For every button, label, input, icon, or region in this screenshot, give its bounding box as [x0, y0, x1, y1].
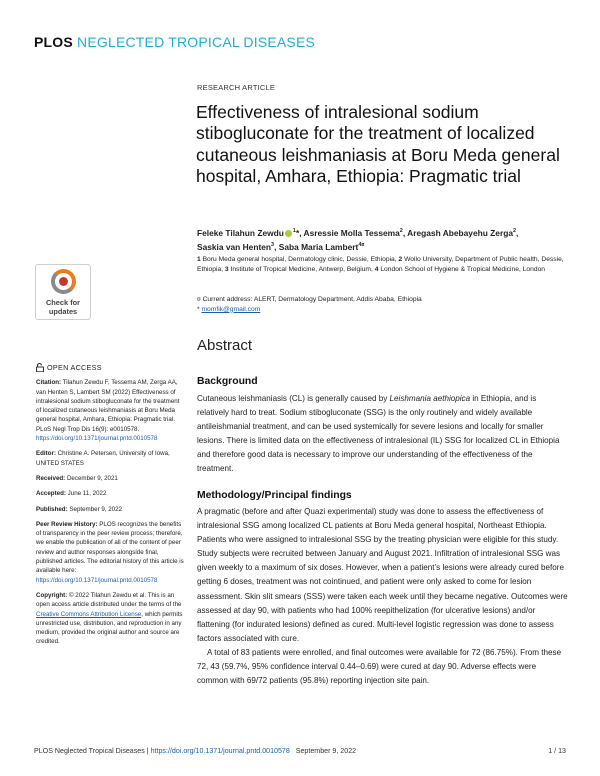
affil-number: 3 [224, 265, 229, 273]
editor-text: Christine A. Petersen, University of Iowa, UNITED STATES [36, 450, 170, 467]
copyright-text: © 2022 Tilahun Zewdu et al. This is an open access article distributed under the terms of the [36, 591, 182, 609]
copyright-label: Copyright: [36, 591, 68, 599]
copyright [36, 591, 186, 647]
check-for-updates-button[interactable] [35, 264, 91, 320]
author-mark: *, [295, 227, 302, 238]
page-number: 1 / 13 [548, 747, 566, 755]
author-affil-sup: 2 [399, 228, 403, 234]
methodology-p1: A pragmatic (before and after Quazi experimental) study was done to assess the effectiveness of intralesional SSG among localized CL patients at Boru Meda general hospital, Northeast Ethiopia. Patients who were assigned to intralesional SSG by the treating physician were eligible for this study. Study subjects were recruited between January and August 2021. Infiltration of intralesional SSG was given weekly to a maximum of six doses. However, when a patient’s lesions were already cured before getting 6 doses, treatment was not cointinued, and patient were only asked to come for lesion assessment. Skin slit smears (SSS) were taken each week until they became negative. Outcomes were assessed at day 90, with patients who had 100% reepithelization (for ulcerative lesions) and/or flattening (for indurated lesions) defined as cured. Multi-level logistic regression was done to assess factors associated with cure. [197, 507, 568, 643]
open-lock-icon [36, 363, 44, 372]
background-text [197, 392, 569, 477]
affil-text: Institute of Tropical Medicine, Antwerp, Belgium, [230, 265, 373, 273]
peer-review-history [36, 520, 186, 585]
article-sidebar [36, 363, 186, 653]
author-name[interactable]: Asressie Molla Tessema [303, 227, 400, 238]
affiliations [197, 255, 582, 274]
check-updates-line2: updates [48, 307, 78, 316]
background-p2: in Ethiopia, and is relatively hard to treat. Sodium stibogluconate (SSG) is the only routinely and widely available antileishmanial treatment, and can be used systemically for severe lesions and locally for smaller lesions. There is limited data on the effectiveness of intralesional (IL) SSG for localized CL in Ethiopia and therefore good data is necessary to improve our understanding of the effectiveness of the treatment. [197, 394, 560, 474]
footer-separator: | [144, 747, 151, 755]
methodology-heading: Methodology/Principal findings [197, 490, 352, 501]
citation-label: Citation: [36, 379, 62, 387]
author-list: Feleke Tilahun Zewdu $^1$*, Asressie Molla Tessema$^2$, Aregash Abebayehu Zerga$^2$, Saskia van Henten$^3$, Saba Maria Lambert$^{4¤}$ [197, 227, 519, 253]
page-footer [34, 747, 356, 755]
footer-date: September 9, 2022 [295, 747, 357, 755]
editor-label: Editor: [36, 450, 56, 458]
peer-review-label: Peer Review History: [36, 520, 98, 528]
citation [36, 378, 186, 443]
crossmark-icon [51, 269, 76, 294]
author-affil-sup: 3 [271, 242, 275, 249]
abstract-heading: Abstract [197, 337, 253, 354]
background-heading: Background [197, 376, 258, 387]
author-name[interactable]: Saskia van Henten [197, 242, 272, 253]
species-name: Leishmania aethiopica [389, 394, 471, 403]
affil-number: 1 [197, 256, 201, 263]
affil-number: 2 [398, 256, 403, 263]
author-affil-sup: 1 [292, 228, 296, 234]
journal-header [34, 34, 315, 50]
orcid-icon[interactable] [285, 230, 292, 237]
email-link[interactable]: momfik@gmail.com [201, 305, 261, 313]
author-name[interactable]: Aregash Abebayehu Zerga [407, 227, 513, 238]
cc-license-link[interactable]: Creative Commons Attribution License [36, 610, 142, 618]
footer-doi-link[interactable]: https://doi.org/10.1371/journal.pntd.0010578 [150, 747, 290, 755]
peer-review-text: PLOS recognizes the benefits of transparency in the peer review process; therefore, we enable the publication of all of the content of peer review and author responses alongside final, published articles. The editorial history of this article is available here: [36, 520, 184, 575]
author-name[interactable]: Feleke Tilahun Zewdu [197, 227, 284, 238]
journal-name: NEGLECTED TROPICAL DISEASES [77, 34, 316, 50]
methodology-p2: A total of 83 patients were enrolled, and final outcomes were available for 72 (86.75%). From these 72, 43 (59.7%, 95% confidence interval 0.44–0.69) were cured at day 90. Adverse effects were common with 69/72 patients (95.8%) reporting injection site pain. [197, 647, 562, 686]
current-address-block [197, 295, 582, 314]
peer-review-link[interactable]: https://doi.org/10.1371/journal.pntd.0010578 [36, 576, 158, 584]
received-date: December 9, 2021 [66, 474, 118, 482]
accepted-date: June 11, 2022 [67, 490, 107, 498]
background-p1: Cutaneous leishmaniasis (CL) is generally caused by [197, 394, 390, 403]
correspondence-mark: * [197, 305, 200, 313]
article-title: Effectiveness of intralesional sodium stibogluconate for the treatment of localized cutaneous leishmaniasis at Boru Meda general hospital, Amhara, Ethiopia: Pragmatic trial [196, 102, 560, 186]
check-updates-label [36, 298, 90, 316]
received [36, 474, 186, 483]
citation-doi-link[interactable]: https://doi.org/10.1371/journal.pntd.0010578 [36, 435, 158, 443]
published [36, 505, 186, 514]
open-access-badge [36, 363, 186, 372]
received-label: Received: [36, 474, 66, 482]
author-name[interactable]: Saba Maria Lambert [278, 242, 359, 253]
article-type: RESEARCH ARTICLE [197, 83, 276, 92]
author-affil-sup: 2 [512, 228, 517, 234]
published-label: Published: [36, 505, 68, 513]
accepted-label: Accepted: [36, 490, 66, 498]
copyright-text-2: , which permits unrestricted use, distribution, and reproduction in any medium, provided the original author and source are credited. [36, 610, 183, 646]
footer-journal: PLOS Neglected Tropical Diseases [34, 747, 145, 755]
current-address: ¤ Current address: ALERT, Dermatology Department, Addis Ababa, Ethiopia [197, 296, 422, 303]
open-access-label: OPEN ACCESS [47, 363, 102, 372]
accepted [36, 489, 186, 498]
affil-text: Wollo University, Department of Public health, Dessie, Ethiopia, [197, 256, 564, 273]
methodology-text [197, 505, 569, 688]
citation-text: Tilahun Zewdu F, Tessema AM, Zerga AA, van Henten S, Lambert SM (2022) Effectiveness of intralesional sodium stibogluconate for the treatment of localized cutaneous leishmaniasis at Boru Meda general hospital, Amhara, Ethiopia: Pragmatic trial. PLoS Negl Trop Dis 16(9): e0010578. [36, 379, 180, 433]
affil-text: Boru Meda general hospital, Dermatology clinic, Dessie, Ethiopia, [202, 256, 397, 263]
editor [36, 449, 186, 468]
check-updates-line1: Check for [45, 298, 81, 307]
plos-brand: PLOS [34, 34, 73, 50]
affil-number: 4 [374, 265, 379, 273]
affil-text: London School of Hygiene & Tropical Medicine, London [380, 265, 546, 273]
author-affil-sup: 4¤ [358, 242, 365, 249]
published-date: September 9, 2022 [69, 505, 123, 513]
